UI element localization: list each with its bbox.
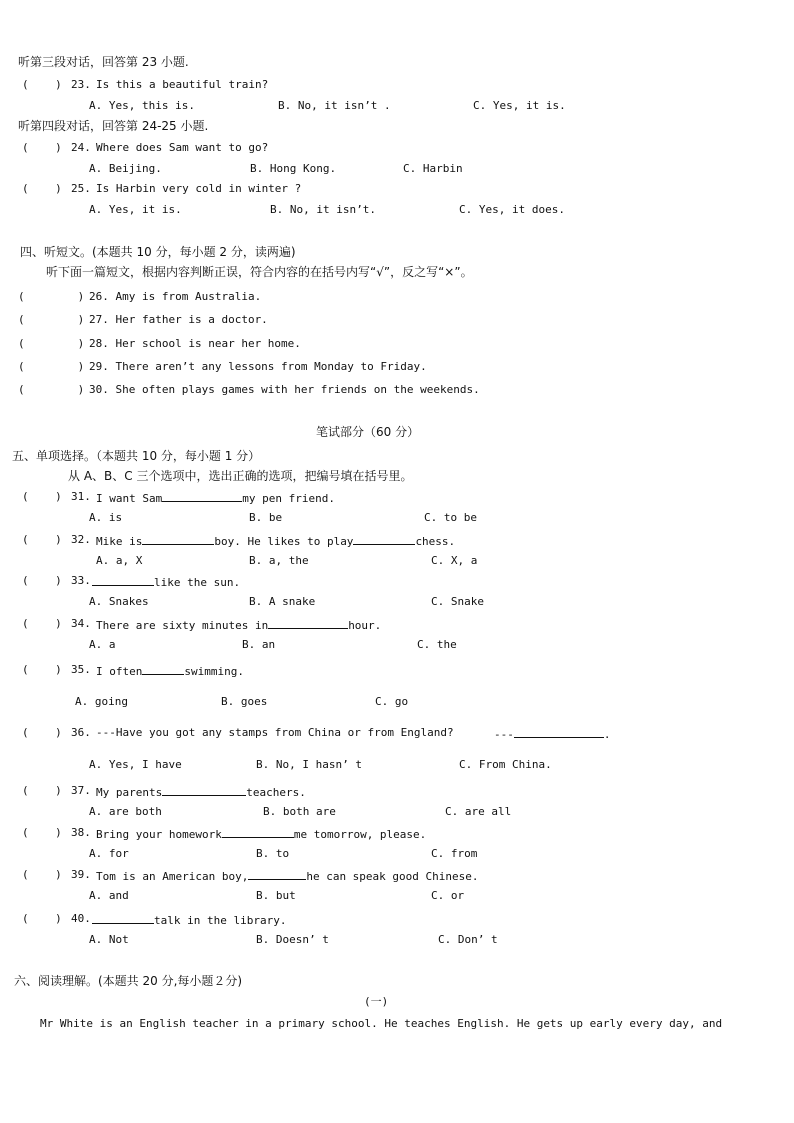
q40-option-a: A. Not <box>89 933 129 946</box>
q26-bracket[interactable]: ( ) <box>18 290 85 303</box>
q24-bracket[interactable]: ( ) <box>22 141 62 154</box>
q38-stem: Bring your homework me tomorrow, please. <box>96 828 427 841</box>
q23-stem: Is this a beautiful train? <box>96 78 269 91</box>
q36-response: --- . <box>494 728 611 741</box>
q35-blank[interactable] <box>142 663 184 675</box>
q37-option-c: C. are all <box>445 805 512 818</box>
section5-title: 五、单项选择。（本题共 10 分，每小题 1 分） <box>12 449 261 463</box>
q25-option-a: A. Yes, it is. <box>89 203 182 216</box>
q34-blank[interactable] <box>268 617 348 629</box>
q34-option-c: C. the <box>417 638 457 651</box>
q29-bracket[interactable]: ( ) <box>18 360 85 373</box>
q27-statement: 27. Her father is a doctor. <box>89 313 268 326</box>
q32-option-b: B. a, the <box>249 554 309 567</box>
written-part-header: 笔试部分（60 分） <box>316 425 420 439</box>
q38-bracket[interactable]: ( ) <box>22 826 62 839</box>
q32-stem: Mike is boy. He likes to play chess. <box>96 535 456 548</box>
section6-title: 六、阅读理解。(本题共 20 分,每小题２分) <box>14 974 243 988</box>
q39-bracket[interactable]: ( ) <box>22 868 62 881</box>
q24-number: 24. <box>71 141 91 154</box>
q24-option-a: A. Beijing. <box>89 162 162 175</box>
q26-statement: 26. Amy is from Australia. <box>89 290 262 303</box>
q23-bracket[interactable]: ( ) <box>22 78 62 91</box>
q28-statement: 28. Her school is near her home. <box>89 337 301 350</box>
q25-stem: Is Harbin very cold in winter ? <box>96 182 302 195</box>
q30-bracket[interactable]: ( ) <box>18 383 85 396</box>
q40-number: 40. <box>71 912 91 925</box>
q33-option-c: C. Snake <box>431 595 484 608</box>
q36-blank[interactable] <box>514 726 604 738</box>
q39-option-c: C. or <box>431 889 465 902</box>
q35-option-b: B. goes <box>221 695 268 708</box>
q35-option-c: C. go <box>375 695 409 708</box>
q23-number: 23. <box>71 78 91 91</box>
q24-option-c: C. Harbin <box>403 162 463 175</box>
q28-bracket[interactable]: ( ) <box>18 337 85 350</box>
q39-number: 39. <box>71 868 91 881</box>
q39-blank[interactable] <box>248 868 306 880</box>
q31-blank[interactable] <box>162 490 242 502</box>
q37-option-b: B. both are <box>263 805 336 818</box>
q40-bracket[interactable]: ( ) <box>22 912 62 925</box>
section4-title: 四、听短文。(本题共 10 分，每小题 2 分，读两遍) <box>20 245 296 259</box>
q32-bracket[interactable]: ( ) <box>22 533 62 546</box>
q24-option-b: B. Hong Kong. <box>250 162 337 175</box>
q36-stem: ---Have you got any stamps from China or from England? <box>96 726 454 739</box>
q35-bracket[interactable]: ( ) <box>22 663 62 676</box>
q36-option-b: B. No, I hasn’ t <box>256 758 362 771</box>
q32-blank-2[interactable] <box>353 533 415 545</box>
q27-bracket[interactable]: ( ) <box>18 313 85 326</box>
q34-stem: There are sixty minutes in hour. <box>96 619 382 632</box>
q40-stem: talk in the library. <box>92 912 286 928</box>
q25-option-c: C. Yes, it does. <box>459 203 565 216</box>
q38-option-c: C. from <box>431 847 478 860</box>
q32-option-c: C. X, a <box>431 554 478 567</box>
q36-bracket[interactable]: ( ) <box>22 726 62 739</box>
q36-number: 36. <box>71 726 91 739</box>
part3-header: 听第三段对话，回答第 23 小题. <box>18 55 189 69</box>
q29-statement: 29. There aren’t any lessons from Monday to Friday. <box>89 360 427 373</box>
q32-blank-1[interactable] <box>142 533 214 545</box>
q39-stem: Tom is an American boy, he can speak good Chinese. <box>96 870 479 883</box>
q23-option-b: B. No, it isn’t . <box>278 99 391 112</box>
q39-option-a: A. and <box>89 889 129 902</box>
q33-blank[interactable] <box>92 574 154 586</box>
q33-number: 33. <box>71 574 91 587</box>
passage-text: Mr White is an English teacher in a primary school. He teaches English. He gets up early every day, and <box>40 1017 723 1030</box>
q25-bracket[interactable]: ( ) <box>22 182 62 195</box>
q35-number: 35. <box>71 663 91 676</box>
q38-blank[interactable] <box>222 826 294 838</box>
q33-stem: like the sun. <box>92 574 240 590</box>
q37-blank[interactable] <box>162 784 246 796</box>
q33-option-a: A. Snakes <box>89 595 149 608</box>
q37-number: 37. <box>71 784 91 797</box>
q25-option-b: B. No, it isn’t. <box>270 203 376 216</box>
q37-bracket[interactable]: ( ) <box>22 784 62 797</box>
q34-option-b: B. an <box>242 638 276 651</box>
passage-label: (一) <box>364 995 389 1008</box>
q35-stem: I often swimming. <box>96 665 244 678</box>
q32-number: 32. <box>71 533 91 546</box>
q34-option-a: A. a <box>89 638 116 651</box>
q40-option-c: C. Don’ t <box>438 933 498 946</box>
q38-option-b: B. to <box>256 847 290 860</box>
q25-number: 25. <box>71 182 91 195</box>
q35-option-a: A. going <box>75 695 128 708</box>
q32-option-a: A. a, X <box>96 554 143 567</box>
q23-option-a: A. Yes, this is. <box>89 99 195 112</box>
q23-option-c: C. Yes, it is. <box>473 99 566 112</box>
q37-option-a: A. are both <box>89 805 162 818</box>
q31-bracket[interactable]: ( ) <box>22 490 62 503</box>
q30-statement: 30. She often plays games with her friends on the weekends. <box>89 383 480 396</box>
section5-instruction: 从 A、B、C 三个选项中，选出正确的选项，把编号填在括号里。 <box>68 469 413 483</box>
q24-stem: Where does Sam want to go? <box>96 141 269 154</box>
q38-option-a: A. for <box>89 847 129 860</box>
q38-number: 38. <box>71 826 91 839</box>
q33-bracket[interactable]: ( ) <box>22 574 62 587</box>
q31-option-c: C. to be <box>424 511 477 524</box>
q40-option-b: B. Doesn’ t <box>256 933 329 946</box>
q37-stem: My parents teachers. <box>96 786 306 799</box>
q34-number: 34. <box>71 617 91 630</box>
q36-option-c: C. From China. <box>459 758 552 771</box>
q31-option-a: A. is <box>89 511 123 524</box>
q31-stem: I want Sam my pen friend. <box>96 492 335 505</box>
q31-number: 31. <box>71 490 91 503</box>
q33-option-b: B. A snake <box>249 595 316 608</box>
q36-option-a: A. Yes, I have <box>89 758 182 771</box>
section4-instruction: 听下面一篇短文，根据内容判断正误，符合内容的在括号内写“√”，反之写“×”。 <box>46 265 473 279</box>
q40-blank[interactable] <box>92 912 154 924</box>
part4-header: 听第四段对话，回答第 24-25 小题. <box>18 119 209 133</box>
q34-bracket[interactable]: ( ) <box>22 617 62 630</box>
q31-option-b: B. be <box>249 511 283 524</box>
q39-option-b: B. but <box>256 889 296 902</box>
